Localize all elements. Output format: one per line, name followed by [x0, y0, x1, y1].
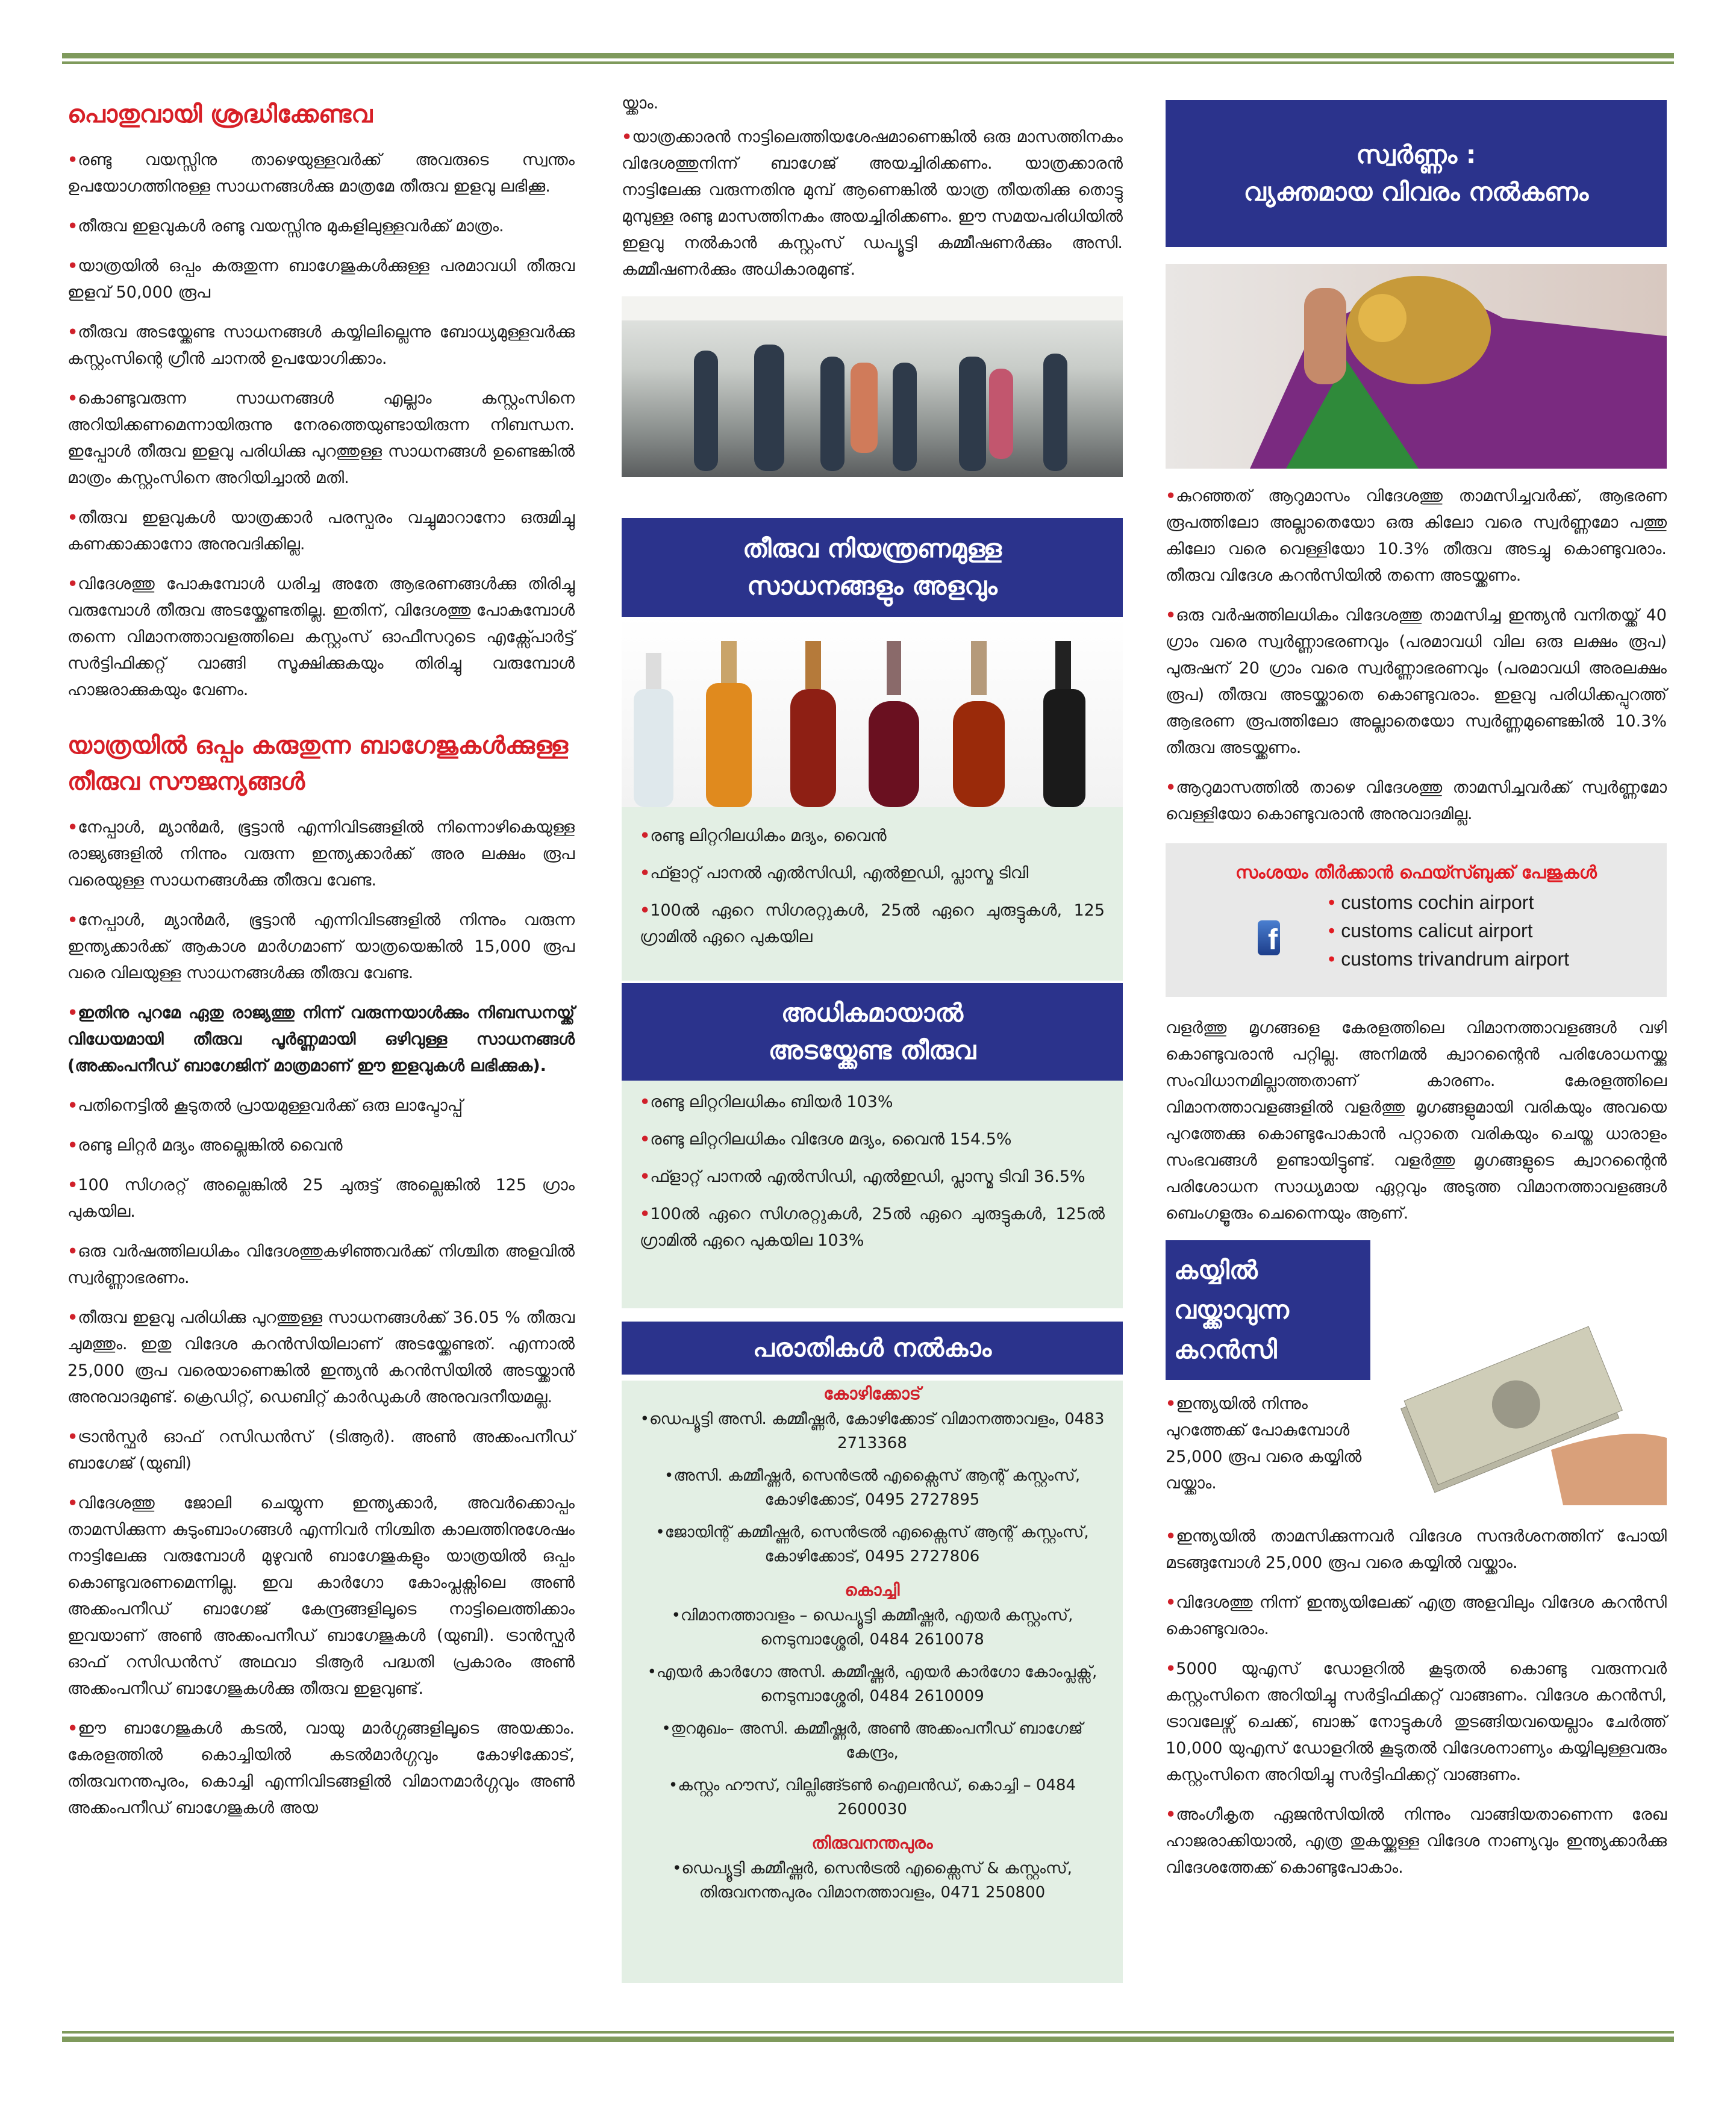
bullet-icon: •: [1328, 891, 1335, 913]
bottom-rule-thick: [62, 2037, 1674, 2042]
bullet-text: വിദേശത്തു നിന്ന് ഇന്ത്യയിലേക്ക് എത്ര അളവിലും വിദേശ കറൻസി കൊണ്ടുവരാം.: [1166, 1593, 1667, 1638]
bullet-item: [1166, 775, 1667, 828]
facebook-page-link[interactable]: [1328, 917, 1569, 945]
facebook-page-name: customs cochin airport: [1341, 891, 1534, 913]
bullet-icon: •: [1166, 606, 1176, 625]
top-rule-thin: [62, 61, 1674, 64]
bullet-text: ഒരു വർഷത്തിലധികം വിദേശത്തുകഴിഞ്ഞവർക്ക് നിശ്ചിത അളവിൽ സ്വർണ്ണാഭരണം.: [67, 1242, 575, 1287]
left-column: [67, 90, 575, 1835]
bullet-item: [67, 1490, 575, 1702]
bullet-text: നേപ്പാൾ, മ്യാൻമർ, ഭൂട്ടാൻ എന്നിവിടങ്ങളിൽ നിന്നൊഴികെയുള്ള രാജ്യങ്ങളിൽ നിന്നും വരുന്ന ഇന്ത്യക്കാർക്ക് അര ലക്ഷം രൂപ വരെയുള്ള സാധനങ്ങൾക്കു തീരുവ വേണ്ട.: [67, 818, 575, 890]
bullet-icon: •: [67, 1136, 78, 1155]
bullet-item: [67, 1000, 575, 1079]
excess-duty-list: [622, 1081, 1123, 1308]
bullet-item: [1166, 1802, 1667, 1881]
top-rule-thick: [62, 53, 1674, 58]
bottles-illustration: [622, 617, 1123, 807]
bullet-text: രണ്ടു ലിറ്ററിലധികം വിദേശ മദ്യം, വൈൻ 154.5%: [650, 1130, 1012, 1149]
bullet-icon: •: [640, 864, 651, 882]
bullet-icon: •: [67, 508, 78, 527]
bullet-text: യാത്രയിൽ ഒപ്പം കരുതുന്ന ബാഗേജുകൾക്കുള്ള പരമാവധി തീരുവ ഇളവ് 50,000 രൂപ: [67, 257, 575, 302]
bullet-icon: •: [67, 818, 78, 837]
banner-complaints: പരാതികൾ നൽകാം: [622, 1322, 1123, 1375]
facebook-page-name: customs calicut airport: [1341, 920, 1533, 941]
bullet-icon: •: [1166, 1805, 1176, 1824]
bullet-text: 100ൽ ഏറെ സിഗരറ്റുകൾ, 25ൽ ഏറെ ചുരുട്ടുകൾ, 125 ഗ്രാമിൽ ഏറെ പുകയില: [640, 901, 1105, 946]
bullet-text: വിദേശത്തു പോകുമ്പോൾ ധരിച്ച അതേ ആഭരണങ്ങൾക്കു തിരിച്ചു വരുമ്പോൾ തീരുവ അടയ്ക്കേണ്ടതില്ല. ഇതിന്, വിദേശത്തു പോകുമ്പോൾ തന്നെ വിമാനത്താവളത്തിലെ കസ്റ്റംസ് ഓഫീസറുടെ എക്സ്പോർട്ട് സർട്ടിഫിക്കറ്റ് വാങ്ങി സൂക്ഷിക്കുകയും തിരിച്ചു വരുമ്പോൾ ഹാജരാക്കുകയും വേണം.: [67, 575, 575, 699]
airport-photo: [622, 296, 1123, 477]
bullet-text: നേപ്പാൾ, മ്യാൻമർ, ഭൂട്ടാൻ എന്നിവിടങ്ങളിൽ നിന്നും വരുന്ന ഇന്ത്യക്കാർക്ക് ആകാശ മാർഗമാണ് യാത്രയെങ്കിൽ 15,000 രൂപ വരെ വിലയുള്ള സാധനങ്ങൾക്കു തീരുവ വേണ്ട.: [67, 911, 575, 982]
bullet-text: അംഗീകൃത ഏജൻസിയിൽ നിന്നും വാങ്ങിയതാണെന്ന രേഖ ഹാജരാക്കിയാൽ, എത്ര തുകയ്ക്കുള്ള വിദേശ നാണ്യവും ഇന്ത്യക്കാർക്കു വിദേശത്തേക്ക് കൊണ്ടുപോകാം.: [1166, 1805, 1667, 1877]
bullet-text: തീരുവ ഇളവുകൾ യാത്രക്കാർ പരസ്പരം വച്ചുമാറാനോ ഒരുമിച്ചു കണക്കാക്കാനോ അനുവദിക്കില്ല.: [67, 508, 575, 554]
bullet-item: [640, 823, 1105, 849]
bullet-item: [640, 1164, 1105, 1190]
facebook-box-title: സംശയം തീർക്കാൻ ഫെയ്സ്ബുക്ക് പേജുകൾ: [1235, 862, 1597, 882]
bullet-item: [67, 213, 575, 240]
bullet-item: [67, 1305, 575, 1411]
bullet-icon: •: [1328, 948, 1335, 970]
bullet-icon: •: [67, 1719, 78, 1738]
bullet-icon: •: [1328, 920, 1335, 941]
bullet-item: [1166, 602, 1667, 761]
bullet-icon: •: [1166, 1659, 1176, 1678]
bullet-text: കസ്റ്റം ഹൗസ്, വില്ലിങ്ങ്ടൺ ഐലൻഡ്, കൊച്ചി – 0484 2600030: [678, 1776, 1076, 1818]
contact-item: [634, 1407, 1111, 1455]
bullet-text: 100ൽ ഏറെ സിഗരറ്റുകൾ, 25ൽ ഏറെ ചുരുട്ടുകൾ, 125ൽ ഗ്രാമിൽ ഏറെ പുകയില 103%: [640, 1205, 1105, 1250]
banner-line: വ്യക്തമായ വിവരം നൽകണം: [1243, 177, 1589, 207]
banner-restricted-goods: [622, 518, 1123, 617]
facebook-pages-box: [1166, 843, 1667, 997]
banner-line: കറൻസി: [1174, 1335, 1277, 1364]
facebook-page-link[interactable]: [1328, 945, 1569, 973]
bullet-item: [67, 814, 575, 894]
bullet-icon: •: [67, 1428, 78, 1446]
bullet-item: [67, 147, 575, 200]
bullet-text: രണ്ടു ലിറ്ററിലധികം മദ്യം, വൈൻ: [650, 826, 887, 845]
bullet-text: ഡെപ്യൂട്ടി കമ്മീഷ്ണർ, സെൻട്രൽ എക്സൈസ് & കസ്റ്റംസ്, തിരുവനന്തപുരം വിമാനത്താവളം, 0471 250800: [681, 1859, 1072, 1902]
banner-line: കയ്യിൽ: [1174, 1255, 1258, 1285]
travellers-illustration: [622, 296, 1123, 477]
banner-excess-duty: [622, 983, 1123, 1081]
bullet-icon: •: [67, 1176, 78, 1194]
bullet-icon: •: [661, 1720, 671, 1738]
bullet-text: ആറുമാസത്തിൽ താഴെ വിദേശത്തു താമസിച്ചവർക്ക് സ്വർണ്ണമോ വെള്ളിയോ കൊണ്ടുവരാൻ അനുവാദമില്ല.: [1166, 778, 1667, 823]
banner-line: സാധനങ്ങളും അളവും: [747, 571, 998, 601]
bullet-item: [640, 897, 1105, 951]
contact-item: [634, 1717, 1111, 1765]
bullet-item: [67, 907, 575, 987]
bullet-icon: •: [640, 1093, 651, 1111]
bullet-text: തീരുവ അടയ്ക്കേണ്ട സാധനങ്ങൾ കയ്യിലില്ലെന്നു ബോധ്യമുള്ളവർക്കു കസ്റ്റംസിന്റെ ഗ്രീൻ ചാനൽ ഉപയോഗിക്കാം.: [67, 323, 575, 368]
currency-illustration: [1370, 1293, 1667, 1505]
bullet-icon: •: [67, 1004, 78, 1022]
banner-line: അധികമായാൽ: [781, 998, 964, 1028]
bullet-item: [67, 1132, 575, 1159]
banner-line: അടയ്ക്കേണ്ട തീരുവ: [768, 1035, 976, 1065]
banner-currency: [1166, 1240, 1370, 1380]
bullet-icon: •: [640, 1167, 651, 1186]
bullet-text: രണ്ടു ലിറ്റർ മദ്യം അല്ലെങ്കിൽ വൈൻ: [78, 1136, 343, 1155]
bullet-item: [67, 1172, 575, 1225]
currency-item: [1166, 1391, 1364, 1497]
bullet-item: [67, 386, 575, 492]
bullet-item: [67, 1424, 575, 1477]
bullet-text: ഇതിനു പുറമേ ഏതു രാജ്യത്തു നിന്ന് വരുന്നയാൾക്കും നിബന്ധനയ്ക്ക് വിധേയമായി തീരുവ പൂർണ്ണമായി ഒഴിവുള്ള സാധനങ്ങൾ (അക്കംപനീഡ് ബാഗേജിന് മാത്രമാണ് ഈ ഇളവുകൾ ലഭിക്കുക).: [67, 1004, 575, 1075]
bullet-text: ഇന്ത്യയിൽ നിന്നും പുറത്തേക്ക് പോകുമ്പോൾ 25,000 രൂപ വരെ കയ്യിൽ വയ്ക്കാം.: [1166, 1394, 1362, 1493]
bullet-text: രണ്ടു വയസ്സിനു താഴെയുള്ളവർക്ക് അവരുടെ സ്വന്തം ഉപയോഗത്തിനുള്ള സാധനങ്ങൾക്കു മാത്രമേ തീരുവ ഇളവു ലഭിക്കൂ.: [67, 151, 575, 196]
bullet-icon: •: [655, 1523, 665, 1541]
bullet-icon: •: [671, 1606, 681, 1625]
bullet-text: ഇന്ത്യയിൽ താമസിക്കുന്നവർ വിദേശ സന്ദർശനത്തിന് പോയി മടങ്ങുമ്പോൾ 25,000 രൂപ വരെ കയ്യിൽ വയ്ക്കാം.: [1166, 1527, 1667, 1572]
bullet-icon: •: [67, 1242, 78, 1261]
bullet-item: [640, 860, 1105, 887]
bullet-text: ജോയിന്റ് കമ്മീഷ്ണർ, സെൻട്രൽ എക്സൈസ് ആന്റ് കസ്റ്റംസ്, കോഴിക്കോട്, 0495 2727806: [664, 1523, 1089, 1566]
facebook-icon: f: [1258, 920, 1280, 955]
bullet-icon: •: [67, 151, 78, 169]
bullet-icon: •: [67, 1494, 78, 1512]
bullet-text: അസി. കമ്മീഷ്ണർ, സെൻട്രൽ എക്സൈസ് ആന്റ് കസ്റ്റംസ്, കോഴിക്കോട്, 0495 2727895: [673, 1467, 1081, 1509]
bullet-item: [67, 1238, 575, 1291]
bullet-text: രണ്ടു ലിറ്ററിലധികം ബിയർ 103%: [650, 1093, 893, 1111]
liquor-bottles-photo: [622, 617, 1123, 807]
complaint-city-heading: തിരുവനന്തപുരം: [811, 1833, 933, 1853]
complaints-contacts: [622, 1381, 1123, 1983]
pets-paragraph: [1166, 1015, 1667, 1227]
facebook-page-name: customs trivandrum airport: [1341, 948, 1569, 970]
bullet-text: ട്രാൻസ്ഫർ ഓഫ് റസിഡൻസ് (ടിആർ). അൺ അക്കംപനീഡ് ബാഗേജ് (യുബി): [67, 1428, 575, 1473]
restricted-goods-list: [622, 807, 1123, 981]
jewellery-illustration: [1166, 264, 1667, 469]
bullet-item: [67, 319, 575, 372]
bullet-text: ഫ്ളാറ്റ് പാനൽ എൽസിഡി, എൽഇഡി, പ്ലാസ്മ ടിവി 36.5%: [650, 1167, 1085, 1186]
bullet-text: കുറഞ്ഞത് ആറുമാസം വിദേശത്തു താമസിച്ചവർക്ക്, ആഭരണ രൂപത്തിലോ അല്ലാതെയോ ഒരു കിലോ വരെ സ്വർണ്ണമോ പത്തു കിലോ വരെ വെള്ളിയോ 10.3% തീരുവ അടച്ചു കൊണ്ടുവരാം. തീരുവ വിദേശ കറൻസിയിൽ തന്നെ അടയ്ക്കണം.: [1166, 487, 1667, 585]
bullet-text: വിമാനത്താവളം – ഡെപ്യൂട്ടി കമ്മീഷ്ണർ, എയർ കസ്റ്റംസ്, നെടുമ്പാശ്ശേരി, 0484 2610078: [680, 1606, 1073, 1649]
bullet-text: കൊണ്ടുവരുന്ന സാധനങ്ങൾ എല്ലാം കസ്റ്റംസിനെ അറിയിക്കണമെന്നായിരുന്നു നേരത്തെയുണ്ടായിരുന്ന നിബന്ധന. ഇപ്പോൾ തീരുവ ഇളവു പരിധിക്കു പുറത്തുള്ള സാധനങ്ങൾ ഉണ്ടെങ്കിൽ മാത്രം കസ്റ്റംസിനെ അറിയിച്ചാൽ മതി.: [67, 389, 575, 487]
bullet-icon: •: [1166, 778, 1176, 797]
currency-section: [1166, 1240, 1667, 1523]
contact-item: [634, 1773, 1111, 1821]
contact-item: [634, 1464, 1111, 1512]
bullet-item: [1166, 1523, 1667, 1576]
bullet-text: ഒരു വർഷത്തിലധികം വിദേശത്തു താമസിച്ച ഇന്ത്യൻ വനിതയ്ക്ക് 40 ഗ്രാം വരെ സ്വർണ്ണാഭരണവും (പരമാവധി വില ഒരു ലക്ഷം രൂപ) പുരുഷന് 20 ഗ്രാം വരെ സ്വർണ്ണാഭരണവും (പരമാവധി അരലക്ഷം രൂപ) തീരുവ അടയ്ക്കാതെ കൊണ്ടുവരാം. ഇളവു പരിധിക്കപ്പുറത്ത് ആഭരണ രൂപത്തിലോ അല്ലാതെയോ സ്വർണ്ണമുണ്ടെങ്കിൽ 10.3% തീരുവ അടയ്ക്കണം.: [1166, 606, 1667, 757]
bullet-item: [67, 571, 575, 704]
middle-column: [622, 90, 1123, 1983]
bullet-item: [640, 1089, 1105, 1116]
bullet-text: പതിനെട്ടിൽ കൂടുതൽ പ്രായമുള്ളവർക്ക് ഒരു ലാപ്ടോപ്പ്: [78, 1096, 463, 1115]
bullet-icon: •: [672, 1859, 682, 1878]
bullet-icon: •: [647, 1663, 657, 1681]
complaint-city-heading: കൊച്ചി: [845, 1580, 900, 1600]
bullet-icon: •: [67, 911, 78, 929]
bullet-item: [67, 1715, 575, 1821]
bullet-icon: •: [1166, 1593, 1176, 1612]
banner-line: തീരുവ നിയന്ത്രണമുള്ള: [743, 534, 1002, 563]
facebook-page-link[interactable]: [1328, 888, 1569, 917]
bullet-item: [640, 1201, 1105, 1254]
bullet-item: [1166, 1590, 1667, 1643]
bullet-item: [640, 1126, 1105, 1153]
bullet-icon: •: [640, 1410, 649, 1428]
contact-item: [634, 1520, 1111, 1569]
bullet-text: തുറമുഖം– അസി. കമ്മീഷ്ണർ, അൺ അക്കംപനീഡ് ബാഗേജ് കേന്ദ്രം,: [670, 1720, 1083, 1762]
currency-notes-photo: [1370, 1293, 1667, 1505]
bullet-text: 5000 യുഎസ് ഡോളറിൽ കൂടുതൽ കൊണ്ടു വരുന്നവർ കസ്റ്റംസിനെ അറിയിച്ചു സർട്ടിഫിക്കറ്റ് വാങ്ങണം. വിദേശ കറൻസി, ട്രാവലേഴ്സ് ചെക്ക്, ബാങ്ക് നോട്ടുകൾ തുടങ്ങിയവയെല്ലാം ചേർത്ത് 10,000 യുഎസ് ഡോളറിൽ കൂടുതൽ വിദേശനാണ്യം കയ്യിലുള്ളവരും കസ്റ്റംസിനെ അറിയിച്ചു സർട്ടിഫിക്കറ്റ് വാങ്ങണം.: [1166, 1659, 1667, 1784]
contact-item: [634, 1603, 1111, 1652]
bullet-icon: •: [67, 1308, 78, 1327]
complaint-city-heading: കോഴിക്കോട്: [823, 1384, 921, 1403]
bullet-icon: •: [640, 1205, 651, 1223]
bullet-item: [1166, 1656, 1667, 1788]
bottom-rule-thin: [62, 2031, 1674, 2034]
gold-jewellery-photo: [1166, 264, 1667, 469]
paragraph-text: വളർത്തു മൃഗങ്ങളെ കേരളത്തിലെ വിമാനത്താവളങ്ങൾ വഴി കൊണ്ടുവരാൻ പറ്റില്ല. അനിമൽ ക്വാറന്റൈൻ പരിശോധനയ്ക്കു സംവിധാനമില്ലാത്തതാണ് കാരണം. കേരളത്തിലെ വിമാനത്താവളങ്ങളിൽ വളർത്തു മൃഗങ്ങളുമായി വരികയും അവയെ പുറത്തേക്കു കൊണ്ടുപോകാൻ പറ്റാതെ വരികയും ചെയ്ത ധാരാളം സംഭവങ്ങൾ ഉണ്ടായിട്ടുണ്ട്. വളർത്തു മൃഗങ്ങളുടെ ക്വാറന്റൈൻ പരിശോധന സാധ്യമായ ഏറ്റവും അടുത്ത വിമാനത്താവളങ്ങൾ ബെംഗളൂരും ചെന്നൈയും ആണ്.: [1166, 1019, 1667, 1223]
bullet-text: ഡെപ്യൂട്ടി അസി. കമ്മീഷ്ണർ, കോഴിക്കോട് വിമാനത്താവളം, 0483 2713368: [649, 1410, 1105, 1452]
bullet-icon: •: [67, 575, 78, 593]
bullet-text: 100 സിഗരറ്റ് അല്ലെങ്കിൽ 25 ചുരുട്ട് അല്ലെങ്കിൽ 125 ഗ്രാം പുകയില.: [67, 1176, 575, 1221]
banner-gold: [1166, 100, 1667, 247]
bullet-text: എയർ കാർഗോ അസി. കമ്മീഷ്ണർ, എയർ കാർഗോ കോംപ്ലക്സ്, നെടുമ്പാശ്ശേരി, 0484 2610009: [657, 1663, 1097, 1705]
bullet-text: ഫ്ളാറ്റ് പാനൽ എൽസിഡി, എൽഇഡി, പ്ലാസ്മ ടിവി: [650, 864, 1029, 882]
contact-item: [634, 1856, 1111, 1905]
bullet-icon: •: [67, 1096, 78, 1115]
bullet-icon: •: [664, 1467, 674, 1485]
bullet-icon: •: [640, 1130, 651, 1149]
bullet-icon: •: [67, 257, 78, 275]
bullet-text: തീരുവ ഇളവു പരിധിക്കു പുറത്തുള്ള സാധനങ്ങൾക്ക് 36.05 % തീരുവ ചുമത്തും. ഇതു വിദേശ കറൻസിയിലാണ് അടയ്ക്കേണ്ടത്. എന്നാൽ 25,000 രൂപ വരെയാണെങ്കിൽ ഇന്ത്യൻ കറൻസിയിൽ അടയ്ക്കാൻ അനുവാദമുണ്ട്. ക്രെഡിറ്റ്, ഡെബിറ്റ് കാർഡുകൾ അനുവദനീയമല്ല.: [67, 1308, 575, 1406]
bullet-icon: •: [640, 901, 651, 920]
bullet-text: തീരുവ ഇളവുകൾ രണ്ടു വയസ്സിനു മുകളിലുള്ളവർക്ക് മാത്രം.: [78, 217, 504, 236]
bullet-item: [67, 253, 575, 306]
section-heading-baggage: യാത്രയിൽ ഒപ്പം കരുതുന്ന ബാഗേജുകൾക്കുള്ള തീരുവ സൗജന്യങ്ങൾ: [67, 732, 568, 796]
banner-line: സ്വർണ്ണം :: [1356, 140, 1476, 169]
paragraph-text: യാത്രക്കാരൻ നാട്ടിലെത്തിയശേഷമാണെങ്കിൽ ഒരു മാസത്തിനകം വിദേശത്തുനിന്ന് ബാഗേജ് അയച്ചിരിക്കണം. യാത്രക്കാരൻ നാട്ടിലേക്കു വരുന്നതിനു മുമ്പ് ആണെങ്കിൽ യാത്ര തീയതിക്കു തൊട്ടു മുമ്പുള്ള രണ്ടു മാസത്തിനകം അയച്ചിരിക്കണം. ഈ സമയപരിധിയിൽ ഇളവു നൽകാൻ കസ്റ്റംസ് ഡപ്യൂട്ടി കമ്മീഷണർക്കും അസി. കമ്മീഷണർക്കും അധികാരമുണ്ട്.: [622, 128, 1123, 279]
bullet-icon: •: [67, 389, 78, 408]
contact-item: [634, 1660, 1111, 1708]
bullet-icon: •: [67, 323, 78, 342]
bullet-text: ഈ ബാഗേജുകൾ കടൽ, വായു മാർഗ്ഗങ്ങളിലൂടെ അയക്കാം. കേരളത്തിൽ കൊച്ചിയിൽ കടൽമാർഗ്ഗവും കോഴിക്കോട്, തിരുവനന്തപുരം, കൊച്ചി എന്നിവിടങ്ങളിൽ വിമാനമാർഗ്ഗവും അൺ അക്കംപനീഡ് ബാഗേജുകൾ അയ: [67, 1719, 575, 1817]
article-paragraph: •യാത്രക്കാരൻ നാട്ടിലെത്തിയശേഷമാണെങ്കിൽ ഒരു മാസത്തിനകം വിദേശത്തുനിന്ന് ബാഗേജ് അയച്ചിരിക്കണം. യാത്രക്കാരൻ നാട്ടിലേക്കു വരുന്നതിനു മുമ്പ് ആണെങ്കിൽ യാത്ര തീയതിക്കു തൊട്ടു മുമ്പുള്ള രണ്ടു മാസത്തിനകം അയച്ചിരിക്കണം. ഈ സമയപരിധിയിൽ ഇളവു നൽകാൻ കസ്റ്റംസ് ഡപ്യൂട്ടി കമ്മീഷണർക്കും അസി. കമ്മീഷണർക്കും അധികാരമുണ്ട്.: [622, 128, 1123, 279]
right-column: [1166, 100, 1667, 1894]
bullet-icon: •: [1166, 1527, 1176, 1546]
bullet-icon: •: [67, 217, 78, 236]
bullet-icon: •: [668, 1776, 678, 1794]
bullet-item: [1166, 483, 1667, 589]
continued-text: യ്ക്കാം.: [622, 94, 659, 113]
bullet-icon: •: [640, 826, 651, 845]
banner-line: വയ്ക്കാവുന്ന: [1174, 1295, 1289, 1325]
bullet-item: [67, 1093, 575, 1119]
bullet-item: [67, 505, 575, 558]
bullet-text: വിദേശത്തു ജോലി ചെയ്യുന്ന ഇന്ത്യക്കാർ, അവർക്കൊപ്പം താമസിക്കുന്ന കുടുംബാംഗങ്ങൾ എന്നിവർ നിശ്ചിത കാലത്തിനുശേഷം നാട്ടിലേക്കു വരുമ്പോൾ മുഴുവൻ ബാഗേജുകളും യാത്രയിൽ ഒപ്പം കൊണ്ടുവരണമെന്നില്ല. ഇവ കാർഗോ കോംപ്ലക്സിലെ അൺ അക്കംപനീഡ് ബാഗേജ് കേന്ദ്രങ്ങളിലൂടെ നാട്ടിലെത്തിക്കാം ഇവയാണ് അൺ അക്കംപനീഡ് ബാഗേജുകൾ (യുബി). ട്രാൻസ്ഫർ ഓഫ് റസിഡൻസ് അഥവാ ടിആർ പദ്ധതി പ്രകാരം അൺ അക്കംപനീഡ് ബാഗേജുകൾക്കു തീരുവ ഇളവുണ്ട്.: [67, 1494, 575, 1698]
bullet-icon: •: [1166, 487, 1176, 505]
section-heading-general: പൊതുവായി ശ്രദ്ധിക്കേണ്ടവ: [67, 101, 373, 128]
bullet-icon: •: [1166, 1394, 1176, 1413]
